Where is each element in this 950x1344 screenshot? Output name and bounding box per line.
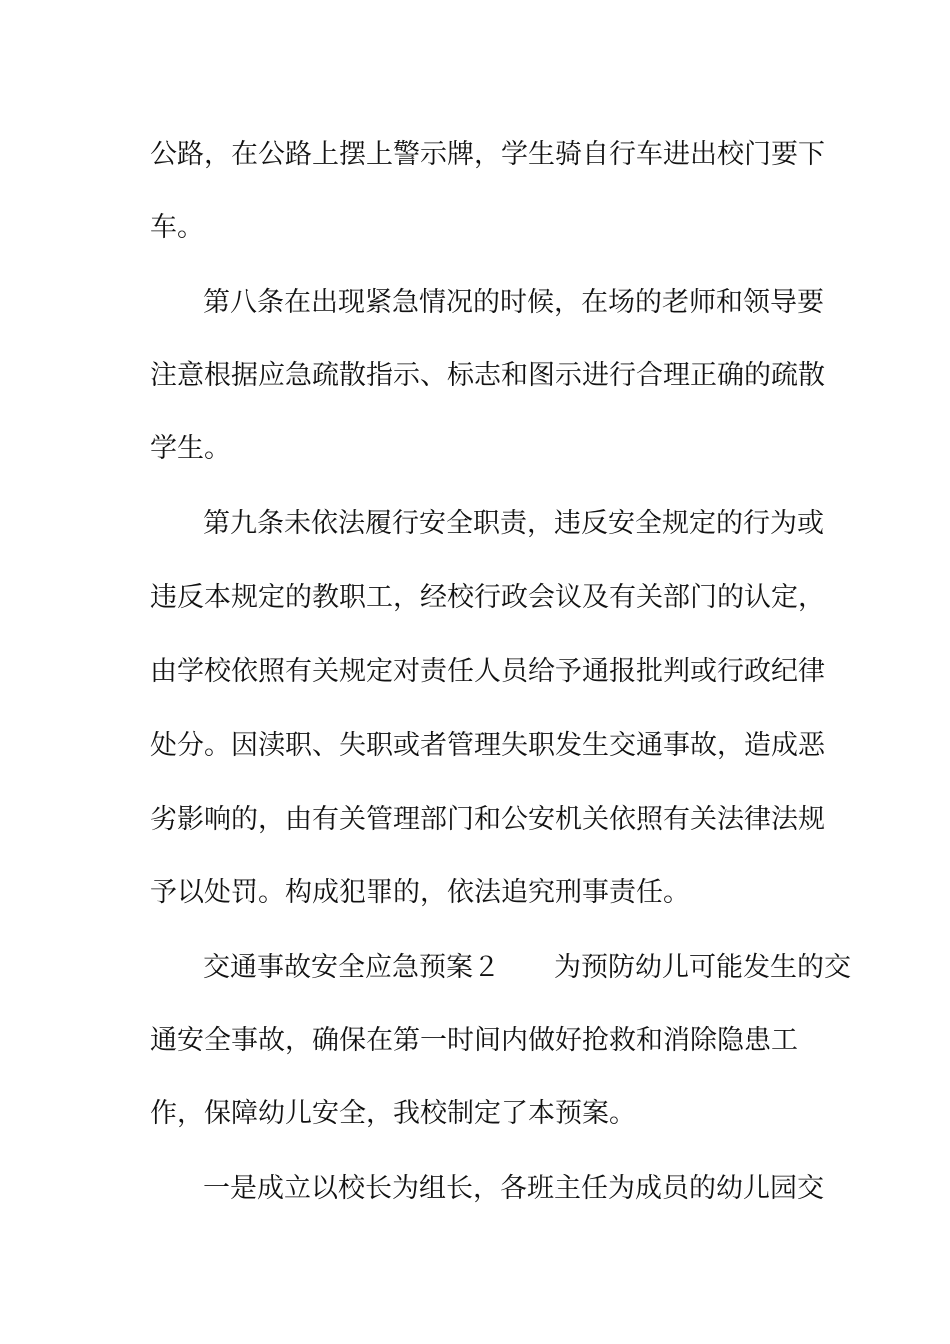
- text-line: 违反本规定的教职工，经校行政会议及有关部门的认定，: [150, 582, 825, 613]
- text-line: 公路，在公路上摆上警示牌，学生骑自行车进出校门要下: [150, 139, 825, 170]
- text-line: 通安全事故，确保在第一时间内做好抢救和消除隐患工: [150, 1025, 798, 1056]
- paragraph-start: 交通事故安全应急预案２ 为预防幼儿可能发生的交: [203, 952, 851, 983]
- text-line: 作，保障幼儿安全，我校制定了本预案。: [150, 1098, 636, 1129]
- text-line: 处分。因渎职、失职或者管理失职发生交通事故，造成恶: [150, 730, 825, 761]
- text-line: 由学校依照有关规定对责任人员给予通报批判或行政纪律: [150, 656, 825, 687]
- text-line: 车。: [150, 212, 204, 243]
- paragraph-start: 一是成立以校长为组长，各班主任为成员的幼儿园交: [203, 1173, 824, 1204]
- text-line: 予以处罚。构成犯罪的，依法追究刑事责任。: [150, 877, 690, 908]
- paragraph-start: 第八条在出现紧急情况的时候，在场的老师和领导要: [203, 287, 824, 318]
- paragraph-start: 第九条未依法履行安全职责，违反安全规定的行为或: [203, 508, 824, 539]
- text-line: 注意根据应急疏散指示、标志和图示进行合理正确的疏散: [150, 360, 825, 391]
- text-line: 劣影响的，由有关管理部门和公安机关依照有关法律法规: [150, 804, 825, 835]
- text-line: 学生。: [150, 433, 231, 464]
